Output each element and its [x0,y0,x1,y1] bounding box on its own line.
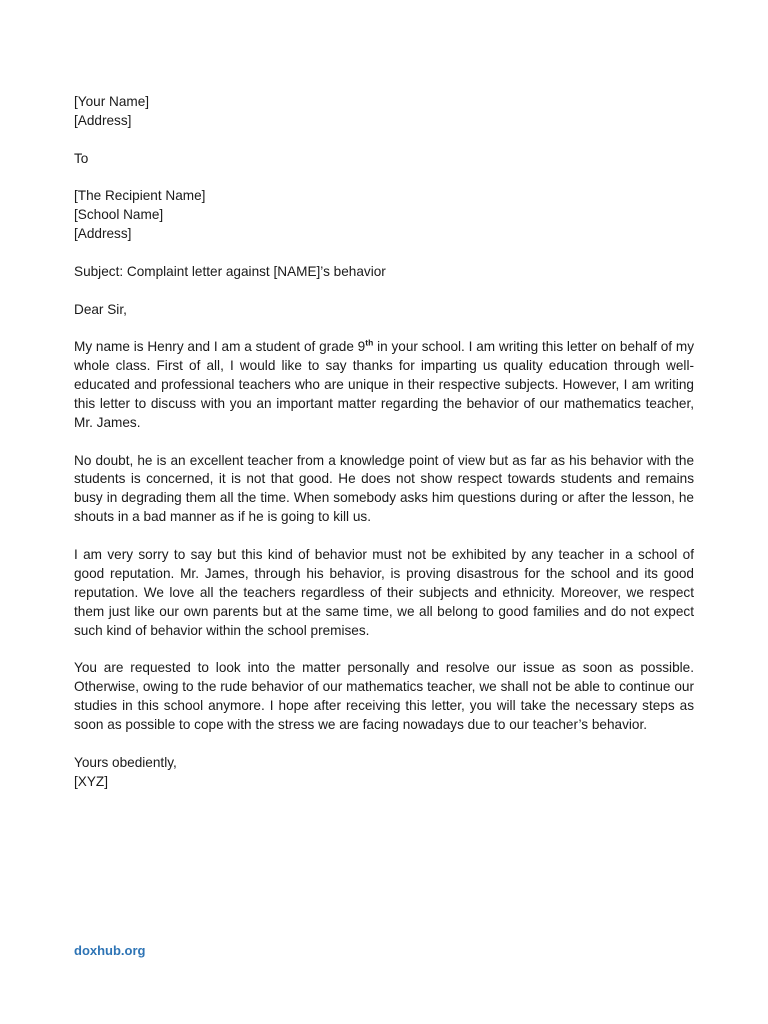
sender-block [74,93,694,131]
subject-line: Subject: Complaint letter against [NAME]’s behavior [74,263,386,279]
recipient-address: [Address] [74,226,132,242]
paragraph-4: You are requested to look into the matter personally and resolve our issue as soon as possible. Otherwise, owing to the rude behavior of our mathematics teacher, we shall not be able to continue our studies in this school anymore. I hope after receiving this letter, you will take the necessary steps as soon as possible to cope with the stress we are facing nowadays due to our teacher’s behavior. [74,660,694,733]
ordinal-superscript: th [365,337,374,348]
paragraph-1-start: My name is Henry and I am a student of grade 9 [74,339,366,355]
letter-page [74,93,694,792]
recipient-name: [The Recipient Name] [74,188,206,204]
sender-address: [Address] [74,112,132,128]
closing-block [74,754,694,792]
sender-name: [Your Name] [74,94,150,109]
paragraph-3: I am very sorry to say but this kind of behavior must not be exhibited by any teacher in a school of good reputation. Mr. James, through his behavior, is proving disastrous for the school and its good reputation. We love all the teachers regardless of their subjects and ethnicity. Moreover, we respect them just like our own parents but at the same time, we all belong to good families and do not expect such kind of behavior within the school premises. [74,546,694,638]
paragraph-2: No doubt, he is an excellent teacher from a knowledge point of view but as far as his behavior with the students is concerned, it is not that good. He does not show respect towards students and remains busy in degrading them all the time. When somebody asks him questions during or after the lesson, he shouts in a bad manner as if he is going to kill us. [74,452,694,525]
paragraph-1-rest: in your school. I am writing this letter on behalf of my whole class. First of all, I would like to say thanks for imparting us quality education through well-educated and professional teachers who are unique in their respective subjects. However, I am writing this letter to discuss with you an important matter regarding the behavior of our mathematics teacher, Mr. James. [74,339,694,430]
signature: [XYZ] [74,773,108,789]
footer-site-link[interactable]: doxhub.org [74,943,146,958]
recipient-school: [School Name] [74,207,164,223]
salutation: Dear Sir, [74,301,127,317]
paragraph-1 [74,338,694,433]
closing: Yours obediently, [74,754,177,770]
recipient-block [74,187,694,244]
to-label: To [74,150,89,166]
